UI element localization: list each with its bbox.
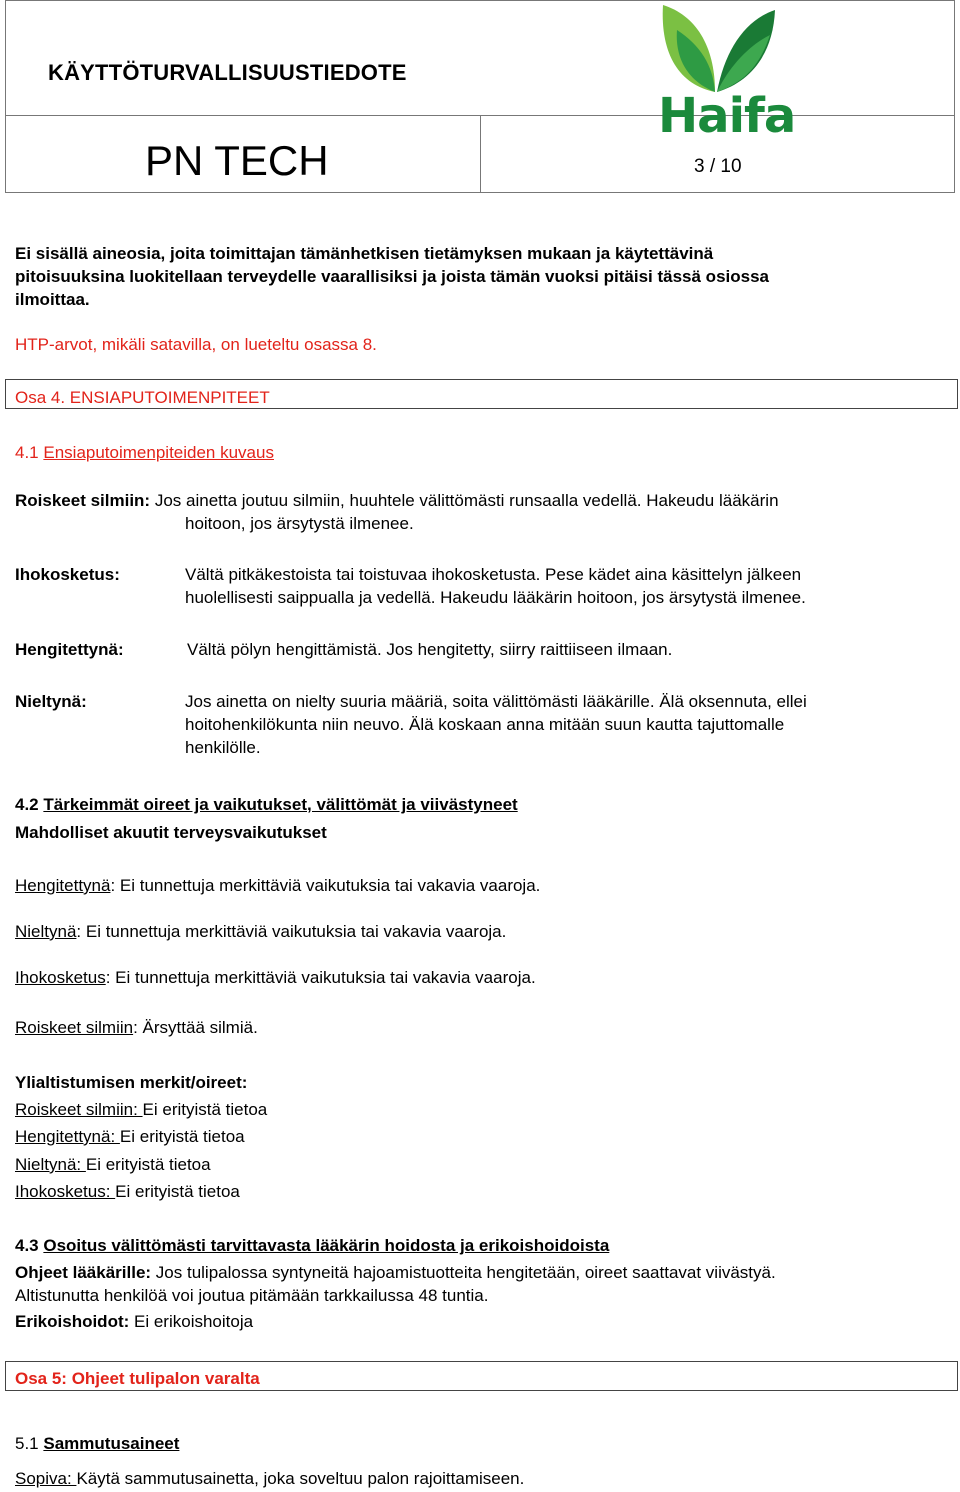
overexposure-ingestion-row	[15, 1153, 211, 1176]
inhalation-text: Vältä pölyn hengittämistä. Jos hengitetty, siirry raittiiseen ilmaan.	[187, 640, 673, 659]
subsection-title: Ensiaputoimenpiteiden kuvaus	[43, 443, 274, 462]
inhalation-label: Hengitettynä:	[15, 640, 124, 659]
overexposure-ingestion-value: Ei erityistä tietoa	[85, 1155, 211, 1174]
overexposure-eyes-row	[15, 1098, 267, 1121]
overexposure-eyes-value: Ei erityistä tietoa	[142, 1100, 268, 1119]
ingestion-label: Nieltynä:	[15, 692, 87, 711]
leaf-icon	[655, 0, 777, 95]
overexposure-eyes-label: Roiskeet silmiin:	[15, 1100, 143, 1119]
subsection-4-2	[15, 793, 518, 816]
skin-text-1: Vältä pitkäkestoista tai toistuvaa ihokosketusta. Pese kädet aina käsittelyn jälkeen	[185, 565, 802, 584]
header-vertical-divider	[480, 115, 481, 193]
overexposure-heading: Ylialtistumisen merkit/oireet:	[15, 1073, 248, 1092]
ingestion-text-2: hoitohenkilökunta niin neuvo. Älä koskaan anna mitään suun kautta tajuttomalle	[185, 715, 785, 734]
subsection-number: 5.1	[15, 1434, 39, 1453]
acute-heading: Mahdolliset akuutit terveysvaikutukset	[15, 823, 327, 842]
subsection-4-1	[15, 441, 274, 464]
doctor-row	[15, 1261, 776, 1284]
doctor-text-1: Jos tulipalossa syntyneitä hajoamistuotteita hengitetään, oireet saattavat viivästyä.	[151, 1263, 776, 1282]
skin-text-2: huolellisesti saippualla ja vedellä. Hakeudu lääkärin hoitoon, jos ärsytystä ilmenee.	[185, 588, 806, 607]
overexposure-ingestion-label: Nieltynä:	[15, 1155, 86, 1174]
subsection-title: Osoitus välittömästi tarvittavasta lääkärin hoidosta ja erikoishoidoista	[43, 1236, 610, 1255]
overexposure-skin-row	[15, 1180, 240, 1203]
suitable-row	[15, 1467, 524, 1490]
intro-line-3: ilmoittaa.	[15, 290, 90, 309]
special-text: Ei erikoishoitoja	[129, 1312, 254, 1331]
subsection-number: 4.3	[15, 1236, 39, 1255]
overexposure-inhalation-value: Ei erityistä tietoa	[119, 1127, 245, 1146]
acute-inhalation-label: Hengitettynä	[15, 876, 111, 895]
subsection-title: Tärkeimmät oireet ja vaikutukset, välittömät ja viivästyneet	[43, 795, 518, 814]
acute-inhalation-text: : Ei tunnettuja merkittäviä vaikutuksia tai vakavia vaaroja.	[110, 876, 541, 895]
special-row	[15, 1310, 253, 1333]
doctor-text-2: Altistunutta henkilöä voi joutua pitämään tarkkailussa 48 tuntia.	[15, 1286, 489, 1305]
subsection-number: 4.2	[15, 795, 39, 814]
skin-label: Ihokosketus:	[15, 565, 120, 584]
subsection-title: Sammutusaineet	[43, 1434, 180, 1453]
overexposure-skin-label: Ihokosketus:	[15, 1182, 116, 1201]
acute-inhalation-row	[15, 874, 540, 897]
acute-eyes-row	[15, 1016, 258, 1039]
acute-eyes-text: : Ärsyttää silmiä.	[133, 1018, 258, 1037]
ingestion-text-3: henkilölle.	[185, 738, 261, 757]
acute-ingestion-text: : Ei tunnettuja merkittäviä vaikutuksia tai vakavia vaaroja.	[76, 922, 507, 941]
eyes-text-1: Jos ainetta joutuu silmiin, huuhtele välittömästi runsaalla vedellä. Hakeudu lääkärin	[150, 491, 779, 510]
acute-skin-label: Ihokosketus	[15, 968, 106, 987]
eyes-text-2: hoitoon, jos ärsytystä ilmenee.	[185, 514, 414, 533]
suitable-label: Sopiva:	[15, 1469, 77, 1488]
eyes-label: Roiskeet silmiin:	[15, 491, 151, 510]
subsection-4-3	[15, 1234, 609, 1257]
subsection-5-1	[15, 1432, 179, 1455]
intro-line-1: Ei sisällä aineosia, joita toimittajan tämänhetkisen tietämyksen mukaan ja käytettävinä	[15, 244, 714, 263]
intro-line-2: pitoisuuksina luokitellaan terveydelle vaarallisiksi ja joista tämän vuoksi pitäisi tässä osiossa	[15, 267, 769, 286]
suitable-text: Käytä sammutusainetta, joka soveltuu palon rajoittamiseen.	[76, 1469, 525, 1488]
acute-skin-row	[15, 966, 536, 989]
logo-wordmark: Haifa	[658, 88, 796, 144]
doctor-label: Ohjeet lääkärille:	[15, 1263, 152, 1282]
section-4-title: Osa 4. ENSIAPUTOIMENPITEET	[15, 388, 270, 407]
product-name: PN TECH	[145, 137, 329, 184]
section-5-title: Osa 5: Ohjeet tulipalon varalta	[15, 1369, 260, 1388]
overexposure-inhalation-label: Hengitettynä:	[15, 1127, 120, 1146]
acute-ingestion-label: Nieltynä	[15, 922, 77, 941]
page-number: 3 / 10	[694, 156, 742, 177]
acute-eyes-label: Roiskeet silmiin	[15, 1018, 134, 1037]
subsection-number: 4.1	[15, 443, 39, 462]
overexposure-inhalation-row	[15, 1125, 245, 1148]
ingestion-text-1: Jos ainetta on nielty suuria määriä, soita välittömästi lääkärille. Älä oksennuta, ellei	[185, 692, 807, 711]
eyes-row	[15, 489, 779, 512]
htp-note: HTP-arvot, mikäli satavilla, on lueteltu osassa 8.	[15, 335, 377, 354]
acute-ingestion-row	[15, 920, 506, 943]
acute-skin-text: : Ei tunnettuja merkittäviä vaikutuksia tai vakavia vaaroja.	[105, 968, 536, 987]
document-title: KÄYTTÖTURVALLISUUSTIEDOTE	[48, 60, 407, 85]
special-label: Erikoishoidot:	[15, 1312, 130, 1331]
overexposure-skin-value: Ei erityistä tietoa	[115, 1182, 240, 1201]
